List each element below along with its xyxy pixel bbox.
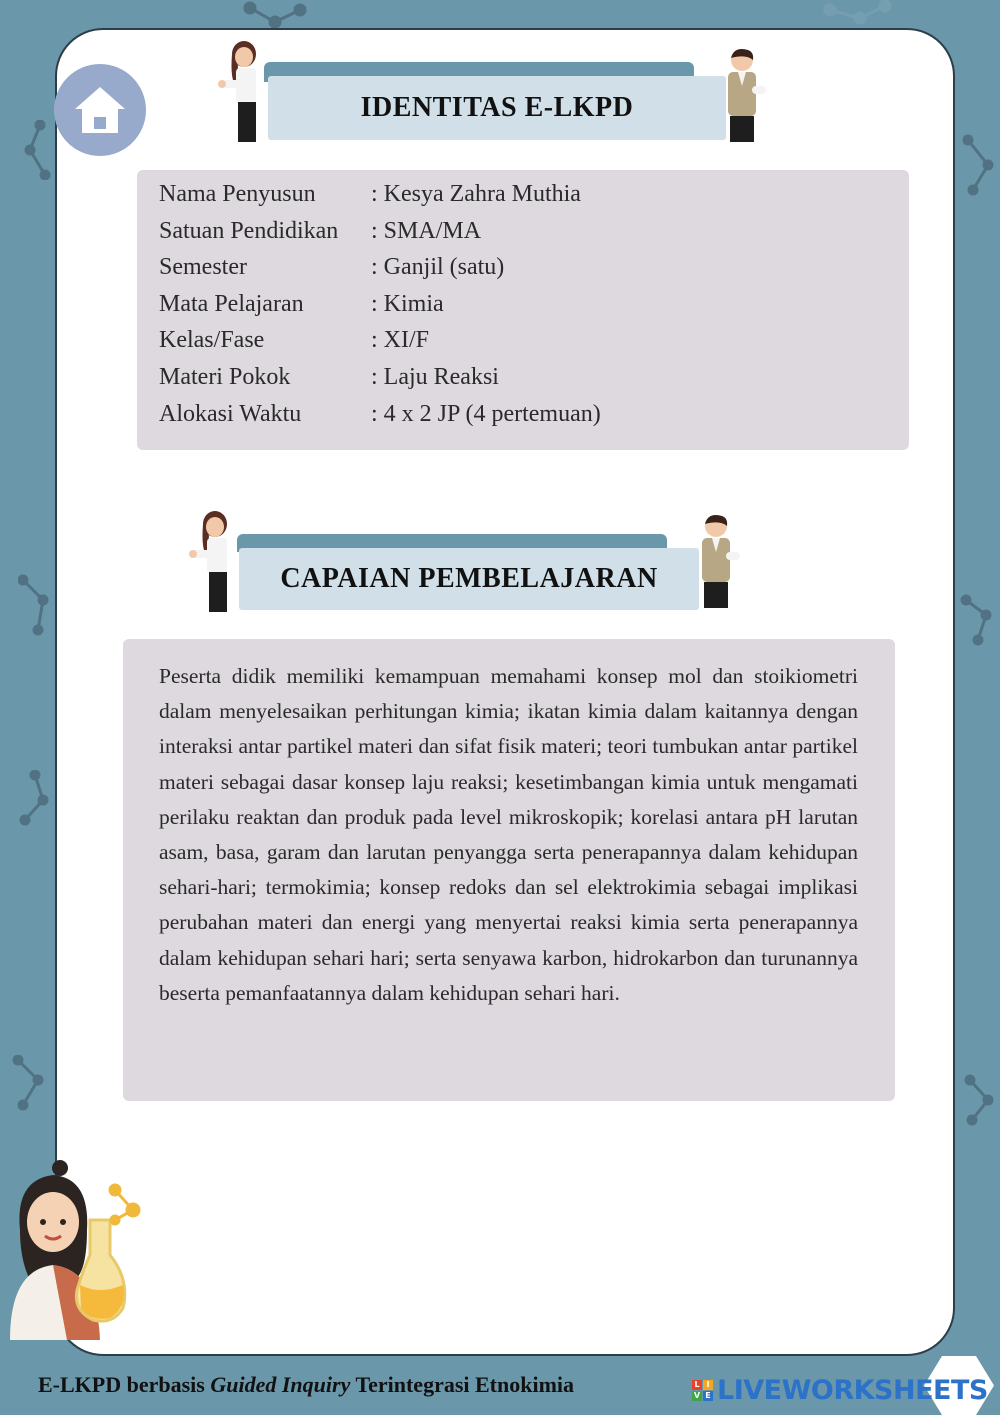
home-button[interactable] xyxy=(54,64,146,156)
identitas-row-materi-pokok xyxy=(159,359,909,396)
molecule-decoration-left-2 xyxy=(18,570,58,640)
molecule-decoration-left-3 xyxy=(15,770,55,830)
molecule-decoration-right-2 xyxy=(958,590,1000,650)
identitas-label: Kelas/Fase xyxy=(159,327,265,354)
molecule-decoration-right-1 xyxy=(958,130,1000,200)
capaian-text: Peserta didik memiliki kemampuan memahami konsep mol dan stoikiometri dalam menyelesaikan perhitungan kimia; ikatan kimia dalam kaitannya dengan interaksi antar partikel materi dan sifat fisik materi; teori tumbukan antar partikel materi sebagai dasar konsep laju reaksi; kesetimbangan kimia untuk mengamati perilaku reaktan dan produk pada level mikroskopik; korelasi antara pH larutan asam, basa, garam dan larutan penyangga serta penerapannya dalam kehidupan sehari-hari; termokimia; konsep redoks dan sel elektrokimia sebagai implikasi perubahan materi dan energi yang menyertai reaksi kimia serta penerapannya dalam kehidupan sehari hari; serta senyawa karbon, hidrokarbon dan turunannya beserta pemanfaatannya dalam kehidupan sehari hari. xyxy=(159,664,858,1005)
identitas-banner xyxy=(240,62,730,142)
identitas-row-mata-pelajaran xyxy=(159,286,909,323)
identitas-row-nama-penyusun xyxy=(159,176,909,213)
identitas-label: Alokasi Waktu xyxy=(159,400,302,427)
capaian-panel xyxy=(123,639,895,1101)
teacher-woman-illustration xyxy=(185,510,241,614)
liveworksheets-logo[interactable] xyxy=(692,1374,988,1406)
identitas-row-satuan-pendidikan xyxy=(159,213,909,250)
molecule-decoration-top-right xyxy=(820,0,900,25)
identitas-label: Mata Pelajaran xyxy=(159,290,304,317)
identitas-value: : Kesya Zahra Muthia xyxy=(371,181,581,207)
home-icon xyxy=(71,81,129,139)
molecule-decoration-left-1 xyxy=(10,120,55,180)
scientist-girl-illustration xyxy=(5,1160,155,1350)
footer-caption xyxy=(38,1372,574,1398)
badge-letter: I xyxy=(703,1380,713,1390)
molecule-decoration-right-3 xyxy=(960,1070,1000,1130)
footer-italic: Guided Inquiry xyxy=(210,1372,351,1397)
liveworksheets-badge-icon xyxy=(692,1380,713,1401)
teacher-man-illustration xyxy=(718,46,772,144)
badge-letter: V xyxy=(693,1390,701,1400)
badge-letter: L xyxy=(692,1380,702,1390)
identitas-label: Materi Pokok xyxy=(159,363,291,390)
identitas-value: : Kimia xyxy=(371,290,444,317)
footer-suffix: Terintegrasi Etnokimia xyxy=(350,1372,575,1397)
capaian-banner xyxy=(215,534,705,612)
identitas-panel xyxy=(137,170,909,450)
capaian-title: CAPAIAN PEMBELAJARAN xyxy=(239,548,699,610)
badge-letter: E xyxy=(703,1391,713,1401)
identitas-label: Nama Penyusun xyxy=(159,181,316,207)
identitas-label: Semester xyxy=(159,254,247,281)
molecule-decoration-left-4 xyxy=(8,1055,53,1115)
identitas-title: IDENTITAS E-LKPD xyxy=(268,76,726,140)
footer-prefix: E-LKPD berbasis xyxy=(38,1372,211,1397)
identitas-value: : XI/F xyxy=(371,327,430,354)
identitas-row-semester xyxy=(159,249,909,286)
identitas-value: : SMA/MA xyxy=(371,217,482,244)
molecule-decoration-top xyxy=(240,0,330,30)
identitas-value: : Ganjil (satu) xyxy=(371,254,505,281)
identitas-row-alokasi-waktu xyxy=(159,396,909,433)
identitas-label: Satuan Pendidikan xyxy=(159,217,339,244)
identitas-value: : 4 x 2 JP (4 pertemuan) xyxy=(371,400,601,427)
identitas-value: : Laju Reaksi xyxy=(371,363,499,390)
identitas-row-kelas-fase xyxy=(159,322,909,359)
teacher-woman-illustration xyxy=(214,40,270,144)
liveworksheets-wordmark: LIVEWORKSHEETS xyxy=(717,1374,988,1406)
teacher-man-illustration xyxy=(692,512,746,610)
